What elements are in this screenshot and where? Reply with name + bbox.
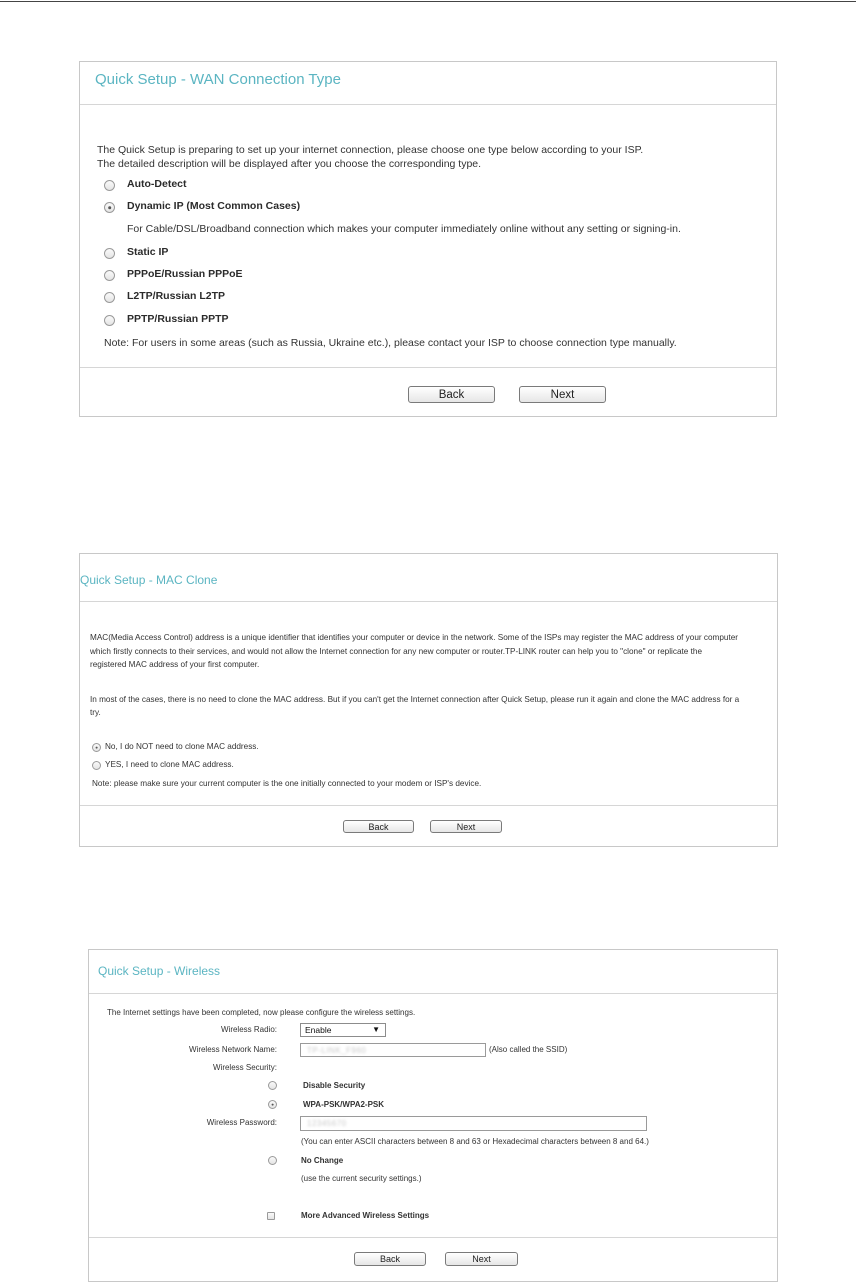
dynamic-ip-radio[interactable] — [104, 202, 115, 213]
network-name-value: TP-LINK_F960 — [307, 1045, 367, 1055]
wan-connection-type-panel — [79, 61, 777, 417]
wireless-radio-label: Wireless Radio: — [220, 1025, 277, 1034]
no-change-hint: (use the current security settings.) — [301, 1174, 422, 1183]
dynamic-ip-label: Dynamic IP (Most Common Cases) — [127, 200, 301, 212]
no-change-radio[interactable] — [268, 1156, 277, 1165]
back-button[interactable]: Back — [343, 820, 414, 833]
no-clone-radio[interactable] — [92, 743, 101, 752]
mac-para2-line2: try. — [90, 708, 101, 717]
mac-para1-line2: which firstly connects to their services, and would not allow the Internet connection for any new computer or router.TP-LINK router can help you to "clone" or replicate the — [90, 647, 702, 656]
wireless-panel — [88, 949, 778, 1282]
footer-divider — [80, 805, 777, 806]
intro-line-1: The Quick Setup is preparing to set up your internet connection, please choose one type below according to your ISP. — [97, 144, 644, 156]
mac-note: Note: please make sure your current computer is the one initially connected to your modem or ISP's device. — [92, 779, 482, 788]
disable-security-label: Disable Security — [303, 1081, 366, 1090]
auto-detect-label: Auto-Detect — [127, 178, 187, 190]
back-button[interactable]: Back — [408, 386, 495, 403]
mac-para1-line3: registered MAC address of your first computer. — [90, 660, 260, 669]
title-divider — [89, 993, 777, 994]
disable-security-radio[interactable] — [268, 1081, 277, 1090]
wireless-password-label: Wireless Password: — [206, 1118, 277, 1127]
footer-divider — [89, 1237, 777, 1238]
static-ip-label: Static IP — [127, 246, 169, 258]
network-name-input[interactable] — [300, 1043, 486, 1057]
panel-title: Quick Setup - WAN Connection Type — [95, 71, 341, 88]
mac-para1-line1: MAC(Media Access Control) address is a unique identifier that identifies your computer or device in the network. Some of the ISPs may register the MAC address of your computer — [90, 633, 739, 642]
footer-divider — [80, 367, 776, 368]
wpa-psk-label: WPA-PSK/WPA2-PSK — [303, 1100, 385, 1109]
next-button[interactable]: Next — [430, 820, 502, 833]
no-change-label: No Change — [301, 1156, 344, 1165]
wan-note: Note: For users in some areas (such as Russia, Ukraine etc.), please contact your ISP to choose connection type manually. — [104, 337, 677, 349]
wireless-password-value: 12345670 — [307, 1119, 347, 1128]
l2tp-radio[interactable] — [104, 292, 115, 303]
auto-detect-radio[interactable] — [104, 180, 115, 191]
wireless-radio-select[interactable] — [300, 1023, 386, 1037]
panel-title: Quick Setup - Wireless — [98, 964, 221, 978]
pptp-radio[interactable] — [104, 315, 115, 326]
next-button[interactable]: Next — [519, 386, 606, 403]
page-top-rule — [0, 1, 856, 2]
wireless-intro: The Internet settings have been completed, now please configure the wireless settings. — [107, 1008, 416, 1017]
password-hint: (You can enter ASCII characters between 8 and 63 or Hexadecimal characters between 8 and 64.) — [301, 1137, 649, 1146]
pptp-label: PPTP/Russian PPTP — [127, 313, 229, 325]
no-clone-label: No, I do NOT need to clone MAC address. — [105, 742, 259, 751]
title-divider — [80, 601, 777, 602]
advanced-settings-label: More Advanced Wireless Settings — [301, 1211, 430, 1220]
mac-para2-line1: In most of the cases, there is no need to clone the MAC address. But if you can't get the Internet connection after Quick Setup, please run it again and clone the MAC address for a — [90, 695, 740, 704]
mac-clone-panel — [79, 553, 778, 847]
pppoe-label: PPPoE/Russian PPPoE — [127, 268, 243, 280]
clone-label: YES, I need to clone MAC address. — [105, 760, 234, 769]
advanced-settings-checkbox[interactable] — [267, 1212, 275, 1220]
clone-radio[interactable] — [92, 761, 101, 770]
wireless-security-label: Wireless Security: — [212, 1063, 277, 1072]
l2tp-label: L2TP/Russian L2TP — [127, 290, 226, 302]
panel-title: Quick Setup - MAC Clone — [80, 573, 218, 587]
dynamic-ip-description: For Cable/DSL/Broadband connection which makes your computer immediately online without any setting or signing-in. — [127, 223, 681, 235]
title-divider — [80, 104, 776, 105]
intro-line-2: The detailed description will be displayed after you choose the corresponding type. — [97, 158, 482, 170]
static-ip-radio[interactable] — [104, 248, 115, 259]
wireless-radio-value: Enable — [305, 1025, 332, 1035]
next-button[interactable]: Next — [445, 1252, 518, 1266]
pppoe-radio[interactable] — [104, 270, 115, 281]
wireless-password-input[interactable] — [300, 1116, 647, 1131]
back-button[interactable]: Back — [354, 1252, 426, 1266]
dropdown-arrow-icon: ▼ — [372, 1025, 380, 1034]
ssid-hint: (Also called the SSID) — [489, 1045, 568, 1054]
network-name-label: Wireless Network Name: — [188, 1045, 277, 1054]
wpa-psk-radio[interactable] — [268, 1100, 277, 1109]
